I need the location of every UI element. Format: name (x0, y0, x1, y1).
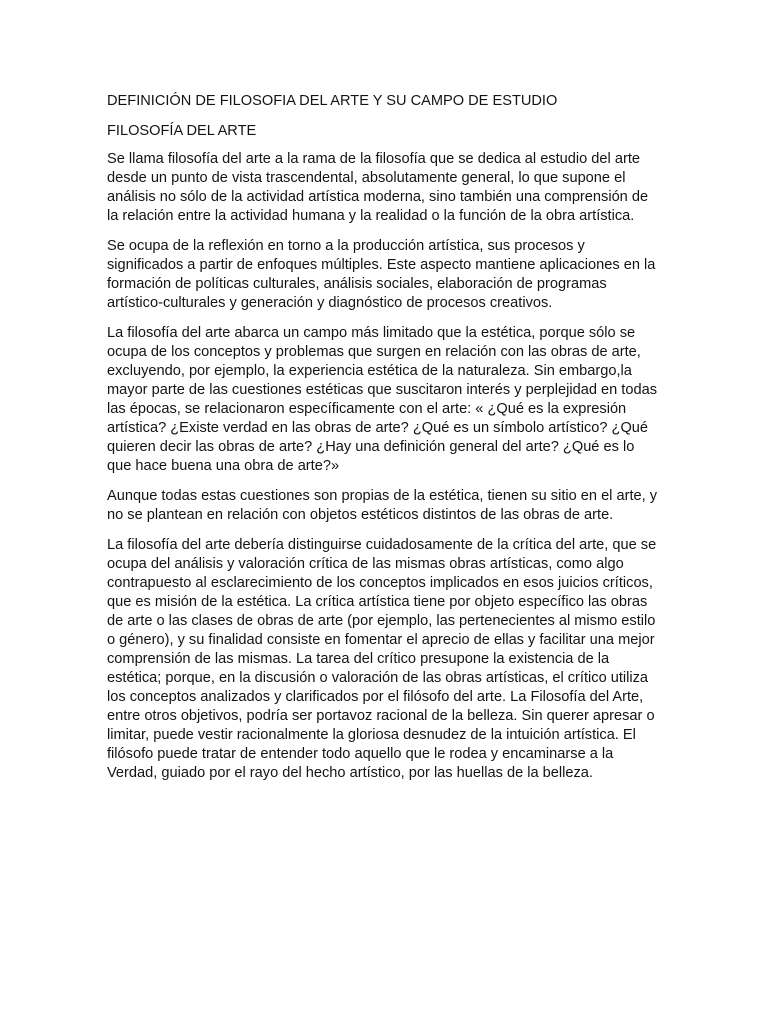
paragraph-criticism: La filosofía del arte debería distinguirse cuidadosamente de la crítica del arte, que se ocupa del análisis y valoración crítica de las mismas obras artísticas, como algo contrapuesto al esclarecimiento de los conceptos implicados en esos juicios críticos, que es misión de la estética. La crítica artística tiene por objeto específico las obras de arte o las clases de obras de arte (por ejemplo, las pertenecientes al mismo estilo o género), y su finalidad consiste en fomentar el aprecio de ellas y facilitar una mejor comprensión de las mismas. La tarea del crítico presupone la existencia de la estética; porque, en la discusión o valoración de las obras artísticas, el crítico utiliza los conceptos analizados y clarificados por el filósofo del arte. La Filosofía del Arte, entre otros objetivos, podría ser portavoz racional de la belleza. Sin querer apresar o limitar, puede vestir racionalmente la gloriosa desnudez de la intuición artística. El filósofo puede tratar de entender todo aquello que le rodea y encaminarse a la Verdad, guiado por el rayo del hecho artístico, por las huellas de la belleza. (107, 537, 657, 781)
document-page (107, 90, 662, 794)
paragraph-scope: La filosofía del arte abarca un campo más limitado que la estética, porque sólo se ocupa de los conceptos y problemas que surgen en relación con las obras de arte, excluyendo, por ejemplo, la experiencia estética de la naturaleza. Sin embargo,la mayor parte de las cuestiones estéticas que suscitaron interés y perplejidad en todas las épocas, se relacionaron específicamente con el arte: « ¿Qué es la expresión artística? ¿Existe verdad en las obras de arte? ¿Qué es un símbolo artístico? ¿Qué quieren decir las obras de arte? ¿Hay una definición general del arte? ¿Qué es lo que hace buena una obra de arte?» (107, 325, 658, 474)
document-title: DEFINICIÓN DE FILOSOFIA DEL ARTE Y SU CAMPO DE ESTUDIO (107, 93, 558, 109)
section-heading: FILOSOFÍA DEL ARTE (107, 123, 257, 139)
paragraph-aesthetics: Aunque todas estas cuestiones son propias de la estética, tienen su sitio en el arte, y no se plantean en relación con objetos estéticos distintos de las obras de arte. (107, 488, 658, 523)
paragraph-definition: Se llama filosofía del arte a la rama de la filosofía que se dedica al estudio del arte desde un punto de vista trascendental, absolutamente general, lo que supone el análisis no sólo de la actividad artística moderna, sino también una comprensión de la relación entre la actividad humana y la realidad o la función de la obra artística. (107, 151, 649, 224)
paragraph-reflection: Se ocupa de la reflexión en torno a la producción artística, sus procesos y significados a partir de enfoques múltiples. Este aspecto mantiene aplicaciones en la formación de políticas culturales, análisis sociales, elaboración de programas artístico-culturales y generación y diagnóstico de procesos creativos. (107, 238, 656, 311)
